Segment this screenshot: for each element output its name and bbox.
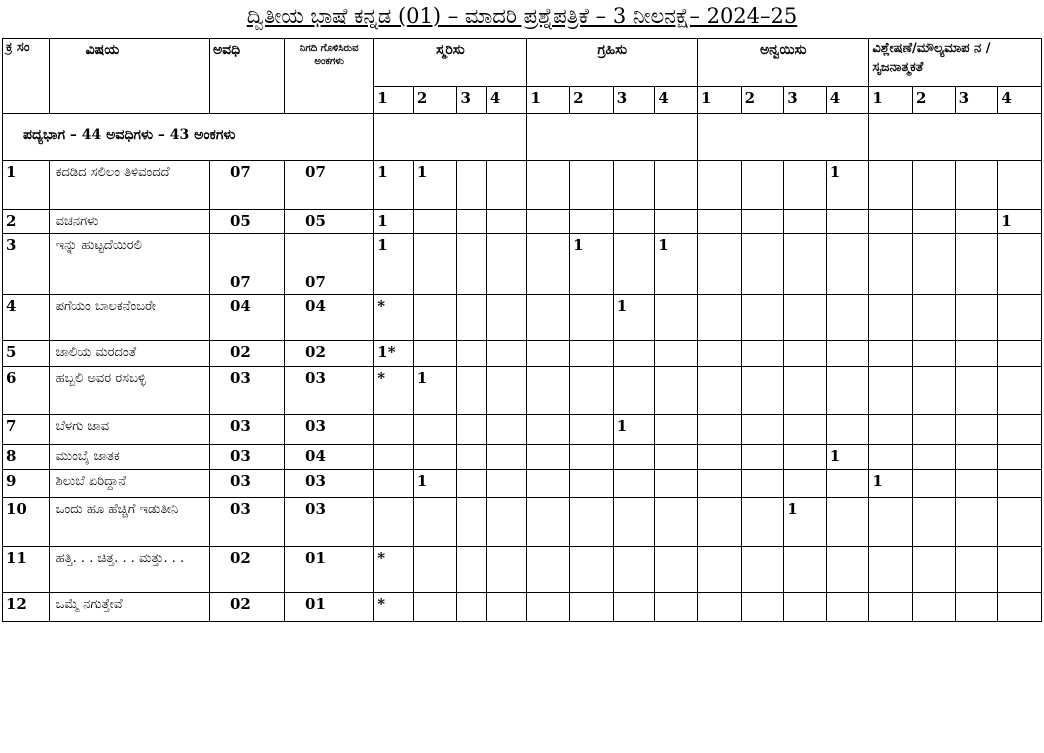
row-cell [826, 295, 869, 341]
row-marks: 01 [285, 593, 374, 622]
row-cell [784, 210, 827, 234]
section-cell-analyse [869, 114, 1042, 161]
row-period: 03 [209, 470, 284, 498]
row-cell: 1 [570, 234, 614, 295]
row-cell [784, 161, 827, 210]
serial-header: ಕ್ರ ಸಂ [3, 39, 50, 114]
row-cell [655, 295, 698, 341]
row-cell [527, 210, 570, 234]
row-cell [955, 161, 998, 210]
row-cell [913, 593, 956, 622]
row-topic: ಮುಂಬೈ ಜಾತಕ [49, 445, 209, 470]
row-cell [697, 470, 741, 498]
row-cell [826, 470, 869, 498]
row-cell [784, 234, 827, 295]
row-number: 12 [3, 593, 50, 622]
row-period: 02 [209, 593, 284, 622]
row-number: 9 [3, 470, 50, 498]
row-cell: 1 [413, 470, 457, 498]
row-marks: 01 [285, 547, 374, 593]
table-row [3, 161, 1042, 210]
row-cell: 1 [655, 234, 698, 295]
row-marks: 03 [285, 498, 374, 547]
table-row [3, 445, 1042, 470]
row-cell: 1 [613, 415, 655, 445]
row-cell [955, 234, 998, 295]
row-cell [570, 295, 614, 341]
row-cell [570, 341, 614, 367]
row-cell [869, 415, 913, 445]
row-cell [486, 445, 527, 470]
row-cell [955, 593, 998, 622]
row-cell [457, 367, 486, 415]
group-header-remember: ಸ್ಮರಿಸು [374, 39, 527, 87]
row-number: 10 [3, 498, 50, 547]
row-cell [955, 445, 998, 470]
row-period: 02 [209, 341, 284, 367]
row-cell [869, 445, 913, 470]
row-cell [486, 547, 527, 593]
row-marks: 04 [285, 295, 374, 341]
row-cell: 1 [998, 210, 1042, 234]
row-cell [697, 445, 741, 470]
row-period: 02 [209, 547, 284, 593]
header-row-main [3, 39, 1042, 87]
row-cell [527, 161, 570, 210]
row-topic: ಪಗೆಯಂ ಬಾಲಕನೆಂಬರೇ [49, 295, 209, 341]
subcol-header: 3 [457, 87, 486, 114]
row-cell [413, 295, 457, 341]
row-cell [697, 210, 741, 234]
row-cell [955, 367, 998, 415]
row-cell [613, 547, 655, 593]
row-period: 07 [209, 234, 284, 295]
row-cell: 1 [374, 234, 414, 295]
subcol-header: 1 [527, 87, 570, 114]
row-marks: 02 [285, 341, 374, 367]
row-period: 03 [209, 445, 284, 470]
row-cell [613, 470, 655, 498]
row-topic: ವಚನಗಳು [49, 210, 209, 234]
row-cell [826, 593, 869, 622]
row-cell [741, 367, 784, 415]
row-cell [869, 593, 913, 622]
row-cell: * [374, 367, 414, 415]
blueprint-table [2, 38, 1042, 622]
subcol-header: 3 [784, 87, 827, 114]
row-cell [570, 161, 614, 210]
row-cell [697, 234, 741, 295]
row-cell [741, 547, 784, 593]
row-cell [741, 295, 784, 341]
row-cell [374, 415, 414, 445]
row-cell [697, 161, 741, 210]
row-cell [655, 415, 698, 445]
row-cell [869, 210, 913, 234]
row-cell [527, 498, 570, 547]
row-cell [784, 341, 827, 367]
row-cell [998, 367, 1042, 415]
row-cell [697, 367, 741, 415]
subcol-header: 3 [955, 87, 998, 114]
row-cell [913, 498, 956, 547]
row-cell [913, 234, 956, 295]
row-cell [486, 367, 527, 415]
row-number: 2 [3, 210, 50, 234]
row-number: 11 [3, 547, 50, 593]
subcol-header: 2 [570, 87, 614, 114]
group-header-understand: ಗ್ರಹಿಸು [527, 39, 697, 87]
row-cell [457, 593, 486, 622]
row-cell [570, 415, 614, 445]
row-cell: 1 [413, 161, 457, 210]
row-cell [998, 161, 1042, 210]
row-number: 4 [3, 295, 50, 341]
row-cell [655, 547, 698, 593]
row-cell [955, 415, 998, 445]
subcol-header: 3 [613, 87, 655, 114]
row-cell [570, 210, 614, 234]
subcol-header: 4 [486, 87, 527, 114]
row-cell: 1* [374, 341, 414, 367]
row-period: 03 [209, 415, 284, 445]
row-topic: ಹಬ್ಬಲಿ ಅವರ ರಸಬಳ್ಳಿ [49, 367, 209, 415]
row-cell [457, 341, 486, 367]
row-cell [955, 547, 998, 593]
marks-header: ನಿಗದಿ ಗೊಳಿಸಿರುವ ಅಂಕಗಳು [285, 39, 374, 114]
subcol-header: 1 [869, 87, 913, 114]
row-cell [413, 341, 457, 367]
row-cell [570, 470, 614, 498]
row-cell [869, 498, 913, 547]
subcol-header: 4 [826, 87, 869, 114]
row-cell [913, 470, 956, 498]
row-topic: ಒಮ್ಮೆ ನಗುತ್ತೇವೆ [49, 593, 209, 622]
row-cell: 1 [374, 161, 414, 210]
row-cell [913, 367, 956, 415]
row-cell [374, 470, 414, 498]
group-header-analyse: ವಿಶ್ಲೇಷಣೆ/ಮೌಲ್ಯಮಾಪ ನ / ಸೃಜನಾತ್ಮಕತೆ [869, 39, 1042, 87]
row-cell [826, 210, 869, 234]
row-period: 07 [209, 161, 284, 210]
row-cell [741, 415, 784, 445]
row-marks: 07 [285, 234, 374, 295]
row-cell [527, 367, 570, 415]
row-cell [570, 445, 614, 470]
row-cell [570, 593, 614, 622]
row-cell [655, 210, 698, 234]
row-cell [527, 234, 570, 295]
row-cell: 1 [374, 210, 414, 234]
row-cell [826, 234, 869, 295]
row-cell [784, 593, 827, 622]
table-row [3, 547, 1042, 593]
row-cell [413, 547, 457, 593]
row-cell [741, 445, 784, 470]
row-number: 5 [3, 341, 50, 367]
row-cell [486, 295, 527, 341]
table-row [3, 470, 1042, 498]
subcol-header: 2 [413, 87, 457, 114]
row-cell [457, 445, 486, 470]
row-cell: 1 [869, 470, 913, 498]
row-cell [697, 498, 741, 547]
row-cell [413, 445, 457, 470]
subcol-header: 2 [741, 87, 784, 114]
row-cell [784, 470, 827, 498]
row-cell [486, 210, 527, 234]
row-cell [741, 161, 784, 210]
table-row [3, 210, 1042, 234]
row-topic: ಹತ್ತಿ. . . ಚಿತ್ತ. . . ಮತ್ತು. . . [49, 547, 209, 593]
document-title: ದ್ವಿತೀಯ ಭಾಷೆ ಕನ್ನಡ (01) – ಮಾದರಿ ಪ್ರಶ್ನೆಪತ್ರಿಕೆ – 3 ನೀಲನಕ್ಷೆ– 2024–25 [246, 4, 798, 28]
row-cell [784, 295, 827, 341]
section-label: ಪದ್ಯಭಾಗ – 44 ಅವಧಿಗಳು – 43 ಅಂಕಗಳು [3, 114, 374, 161]
row-cell [413, 210, 457, 234]
row-cell [741, 593, 784, 622]
row-cell [457, 161, 486, 210]
row-cell [457, 415, 486, 445]
section-cell-understand [527, 114, 697, 161]
table-row [3, 234, 1042, 295]
row-cell [457, 470, 486, 498]
row-cell [913, 210, 956, 234]
row-number: 8 [3, 445, 50, 470]
row-marks: 03 [285, 415, 374, 445]
row-cell [697, 593, 741, 622]
row-cell [697, 295, 741, 341]
subcol-header: 4 [655, 87, 698, 114]
row-cell: * [374, 295, 414, 341]
row-cell [486, 234, 527, 295]
row-cell [613, 161, 655, 210]
row-cell [955, 295, 998, 341]
row-marks: 04 [285, 445, 374, 470]
table-row [3, 295, 1042, 341]
row-cell [741, 210, 784, 234]
row-number: 7 [3, 415, 50, 445]
group-header-apply: ಅನ್ವಯಿಸು [697, 39, 868, 87]
row-cell [655, 161, 698, 210]
row-cell [613, 367, 655, 415]
row-cell [527, 470, 570, 498]
row-cell [826, 415, 869, 445]
row-cell [655, 445, 698, 470]
row-cell [913, 547, 956, 593]
row-cell [998, 445, 1042, 470]
row-cell [869, 234, 913, 295]
row-cell [527, 593, 570, 622]
row-cell [413, 498, 457, 547]
table-row [3, 498, 1042, 547]
row-cell [457, 498, 486, 547]
row-cell [570, 498, 614, 547]
table-row [3, 367, 1042, 415]
row-cell [998, 234, 1042, 295]
row-cell [655, 367, 698, 415]
row-cell [869, 295, 913, 341]
row-cell [413, 593, 457, 622]
row-cell [486, 498, 527, 547]
section-cell-apply [697, 114, 868, 161]
row-cell [998, 547, 1042, 593]
row-cell [613, 445, 655, 470]
row-cell [655, 498, 698, 547]
row-topic: ಜಾಲಿಯ ಮರದಂತೆ [49, 341, 209, 367]
row-cell [457, 234, 486, 295]
subcol-header: 1 [374, 87, 414, 114]
row-cell [869, 367, 913, 415]
section-cell-remember [374, 114, 527, 161]
row-cell [741, 341, 784, 367]
row-cell [955, 470, 998, 498]
row-cell [998, 415, 1042, 445]
row-cell [869, 341, 913, 367]
row-cell [527, 445, 570, 470]
row-cell [613, 210, 655, 234]
row-cell [784, 445, 827, 470]
row-cell [913, 445, 956, 470]
row-cell [457, 210, 486, 234]
table-row [3, 415, 1042, 445]
row-cell: 1 [413, 367, 457, 415]
row-cell [741, 470, 784, 498]
section-row [3, 114, 1042, 161]
row-cell [413, 415, 457, 445]
row-cell [955, 210, 998, 234]
row-cell [826, 341, 869, 367]
subject-header: ವಿಷಯ [49, 39, 209, 114]
row-topic: ಒಂದು ಹೂ ಹೆಚ್ಚಿಗೆ ಇಡುತೀನಿ [49, 498, 209, 547]
row-cell [613, 341, 655, 367]
row-number: 1 [3, 161, 50, 210]
row-cell: 1 [826, 445, 869, 470]
row-cell [613, 234, 655, 295]
row-cell [741, 234, 784, 295]
row-cell [527, 547, 570, 593]
row-cell [998, 593, 1042, 622]
row-cell [570, 367, 614, 415]
row-number: 6 [3, 367, 50, 415]
row-number: 3 [3, 234, 50, 295]
row-marks: 03 [285, 367, 374, 415]
row-cell [655, 593, 698, 622]
row-cell [457, 547, 486, 593]
row-cell [374, 498, 414, 547]
row-cell [486, 415, 527, 445]
row-cell [998, 498, 1042, 547]
subcol-header: 1 [697, 87, 741, 114]
row-period: 04 [209, 295, 284, 341]
row-cell [655, 470, 698, 498]
row-cell [486, 161, 527, 210]
row-cell [457, 295, 486, 341]
period-header: ಅವಧಿ [209, 39, 284, 114]
row-period: 03 [209, 367, 284, 415]
row-marks: 05 [285, 210, 374, 234]
row-cell [913, 415, 956, 445]
row-cell: 1 [826, 161, 869, 210]
row-cell [998, 470, 1042, 498]
row-cell [955, 341, 998, 367]
row-cell [869, 161, 913, 210]
row-marks: 07 [285, 161, 374, 210]
row-cell [784, 547, 827, 593]
row-cell [869, 547, 913, 593]
row-period: 03 [209, 498, 284, 547]
row-cell [697, 547, 741, 593]
row-cell: 1 [613, 295, 655, 341]
row-cell: * [374, 593, 414, 622]
row-cell [527, 295, 570, 341]
subcol-header: 2 [913, 87, 956, 114]
row-cell [998, 341, 1042, 367]
row-cell: 1 [784, 498, 827, 547]
row-cell [486, 593, 527, 622]
row-period: 05 [209, 210, 284, 234]
row-topic: ಶಿಲುಬೆ ಏರಿದ್ದಾನೆ [49, 470, 209, 498]
row-cell [613, 498, 655, 547]
row-cell [826, 367, 869, 415]
row-cell [613, 593, 655, 622]
row-cell [374, 445, 414, 470]
row-cell [784, 415, 827, 445]
row-marks: 03 [285, 470, 374, 498]
row-cell [784, 367, 827, 415]
subcol-header: 4 [998, 87, 1042, 114]
row-cell [741, 498, 784, 547]
row-cell [998, 295, 1042, 341]
row-cell [826, 498, 869, 547]
row-cell [913, 295, 956, 341]
table-row [3, 593, 1042, 622]
table-row [3, 341, 1042, 367]
row-cell [486, 470, 527, 498]
row-cell [413, 234, 457, 295]
row-cell [697, 415, 741, 445]
row-cell [570, 547, 614, 593]
row-cell [527, 341, 570, 367]
row-cell: * [374, 547, 414, 593]
row-cell [527, 415, 570, 445]
row-topic: ಕದಡಿದ ಸಲಿಲಂ ತಿಳಿವಂದದೆ [49, 161, 209, 210]
row-topic: ಬೆಳಗು ಜಾವ [49, 415, 209, 445]
row-cell [655, 341, 698, 367]
row-cell [913, 341, 956, 367]
row-cell [913, 161, 956, 210]
row-cell [697, 341, 741, 367]
row-cell [486, 341, 527, 367]
row-topic: ಇನ್ನು ಹುಟ್ಟದೆಯಿರಲಿ [49, 234, 209, 295]
row-cell [955, 498, 998, 547]
row-cell [826, 547, 869, 593]
